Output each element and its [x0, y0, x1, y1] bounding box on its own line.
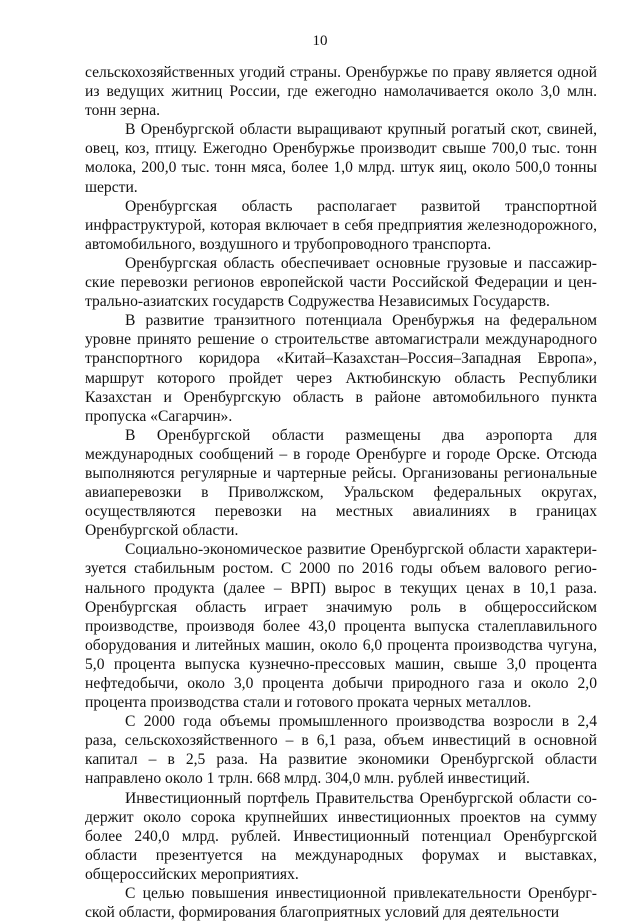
- paragraph-industrial-growth: С 2000 года объемы промышленного производства возросли в 2,4 раза, сельскохозяйственного – в 6,1 раза, объем инвестиций в основной капитал – в 2,5 раза. На развитие экономики Оренбургской области направлено около 1 трлн. 668 млрд. 304,0 млн. рублей инвестиций.: [85, 713, 597, 788]
- paragraph-transport-infrastructure: Оренбургская область располагает развитой транспортной инфраструктурой, которая включает в себя предприятия железнодорожного, автомобильного, воздушного и трубопроводного транспорта.: [85, 197, 597, 253]
- paragraph-airports: В Оренбургской области размещены два аэропорта для международных сообщений – в городе Оренбурге и городе Орске. Отсюда выполняются регулярные и чартерные рейсы. Организованы региональные авиаперевозки в Приволжском, Уральском федеральных округах, осуществляются перевозки на местных авиалиниях в границах Оренбургской области.: [85, 426, 597, 540]
- paragraph-transit-corridor: В развитие транзитного потенциала Оренбуржья на федеральном уровне принято решение о строительстве автомагистрали международного транспортного коридора «Китай–Казахстан–Россия–Западная Европа», маршрут которого пройдет через Актюбинскую область Республики Казахстан и Оренбургскую область в районе автомобильного пункта пропуска «Сагарчин».: [85, 312, 597, 425]
- paragraph-investment-portfolio: Инвестиционный портфель Правительства Оренбургской области содержит около сорока крупнейших инвестиционных проектов на сумму более 240,0 млрд. рублей. Инвестиционный потенциал Оренбургской области презентуется на международных форумах и выставках, общероссийских мероприятиях.: [85, 789, 597, 883]
- paragraph-freight-passenger: Оренбургская область обеспечивает основные грузовые и пассажирские перевозки регионов европейской части Российской Федерации и центрально-азиатских государств Содружества Независимых Государств.: [85, 254, 597, 311]
- body-text: [85, 63, 597, 922]
- paragraph-livestock: В Оренбургской области выращивают крупный рогатый скот, свиней, овец, коз, птицу. Ежегодно Оренбуржье производит свыше 700,0 тыс. тонн молока, 200,0 тыс. тонн мяса, более 1,0 млрд. штук яиц, около 500,0 тонны шерсти.: [85, 121, 597, 196]
- paragraph-economic-growth: Социально-экономическое развитие Оренбургской области характеризуется стабильным ростом. С 2000 по 2016 годы объем валового регионального продукта (далее – ВРП) вырос в текущих ценах в 10,1 раза. Оренбургская область играет значимую роль в общероссийском производстве, производя более 43,0 процента выпуска сталеплавильного оборудования и литейных машин, около 6,0 процента производства чугуна, 5,0 процента выпуска кузнечно-прессовых машин, свыше 3,0 процента нефтедобычи, около 3,0 процента добычи природного газа и около 2,0 процента производства стали и готового проката черных металлов.: [85, 541, 597, 712]
- paragraph-investment-attractiveness: С целью повышения инвестиционной привлекательности Оренбургской области, формирования благоприятных условий для деятельности: [85, 885, 597, 922]
- page-number: 10: [312, 33, 328, 49]
- paragraph-agriculture-land: сельскохозяйственных угодий страны. Оренбуржье по праву является одной из ведущих житниц России, где ежегодно намолачивается около 3,0 млн. тонн зерна.: [85, 64, 597, 120]
